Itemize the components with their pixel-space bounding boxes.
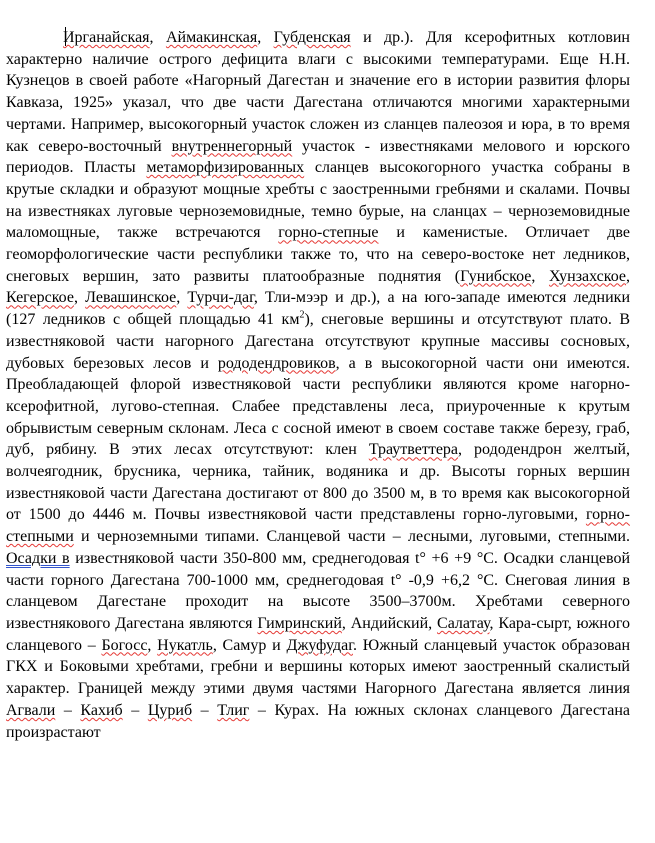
text-run: ,	[531, 267, 549, 285]
text-run: , Тли-мээр и др.), а на юго-западе имеются ледники (127 ледников с общей площадью 41 км	[6, 289, 631, 329]
document-paragraph[interactable]	[6, 27, 630, 743]
spellcheck-flagged-word[interactable]: Цуриб	[147, 701, 193, 719]
text-run: ,	[147, 636, 158, 654]
spellcheck-flagged-word[interactable]: Нукатль	[157, 636, 213, 654]
spellcheck-flagged-word[interactable]: Кегерское	[6, 289, 74, 307]
text-run: и др.). Для ксерофитных котловин характерно наличие острого дефицита влаги с высокими температурами. Еще Н.Н. Кузнецов в своей работе «Нагорный Дагестан и значение его в истории развития флоры Кавказа, 1925» указал, что две части Дагестана отличаются многими характерными чертами. Например, высокогорный участок сложен из сланцев палеозоя и юра, в то время как северо-восточный	[6, 29, 630, 155]
spellcheck-flagged-word[interactable]: Джуфудаг	[286, 636, 353, 654]
text-run: известняковой части 350-800 мм, среднегодовая t° +6 +9 °С. Осадки сланцевой части горного Дагестана 700-1000 мм, среднегодовая t° -0,9 +6,2 °С. Снеговая линия в сланцевом Дагестане проходит на высоте 3500–3700м. Хребтами северного известнякового Дагестана являются	[6, 549, 631, 632]
spellcheck-flagged-word[interactable]: Богосс	[101, 636, 148, 654]
spellcheck-flagged-word[interactable]: внутреннегорный	[171, 137, 293, 155]
text-run: сланцев высокогорного участка собраны в крутые складки и образуют мощные хребты с заостренными гребнями и скалами. Почвы на известняках луговые черноземовидные, темно бурые, на сланцах – черноземовидные маломощные, также встречаются	[6, 159, 631, 242]
spellcheck-flagged-word[interactable]: Турчи-даг	[187, 289, 254, 307]
text-run: , Самур и	[212, 636, 287, 654]
text-run: , а в высокогорной части они имеются. Преобладающей флорой известняковой части республики являются кроме нагорно-ксерофитной, лугово-степная. Слабее представлены леса, приуроченные к крутым обрывистым северным склонам. Леса с сосной имеют в своем составе также березу, граб, дуб, рябину. В этих лесах отсутствуют: клен	[6, 354, 630, 459]
text-run: ), снеговые вершины и отсутствуют плато. В известняковой части нагорного Дагестана отсутствуют крупные массивы сосновых, дубовых березовых лесов и	[6, 311, 631, 372]
grammar-flagged-phrase[interactable]: Осадки в	[6, 549, 70, 567]
spellcheck-flagged-word[interactable]: горно-степными	[6, 506, 630, 546]
text-run: . Южный сланцевый участок образован ГКХ и Боковыми хребтами, гребни и вершины которых имеют заостренный скалистый характер. Границей между этими двумя частями Нагорного Дагестана является линия	[6, 636, 631, 698]
text-run: , рододендрон желтый, волчеягодник, брусника, черника, тайник, водяника и др. Высоты горных вершин известняковой части Дагестана достигают от 800 до 3500 м, в то время как высокогорной от 1500 до 4446 м. Почвы известняковой части представлены горно-луговыми,	[6, 441, 630, 524]
text-run: участок - известняками мелового и юрского периодов. Пласты	[6, 137, 630, 177]
text-run: и черноземными типами. Сланцевой части – лесными, луговыми, степными.	[73, 528, 630, 546]
spellcheck-flagged-word[interactable]: Левашинское	[85, 289, 177, 307]
spellcheck-flagged-word[interactable]: Хунзахское	[548, 267, 627, 285]
spellcheck-flagged-word[interactable]: Гимринский	[257, 614, 342, 632]
text-run: ,	[176, 289, 188, 307]
spellcheck-flagged-word[interactable]: метаморфизированных	[146, 159, 305, 177]
text-run: ,	[73, 289, 86, 307]
spellcheck-flagged-word[interactable]: Гунибское	[460, 267, 532, 285]
text-run: , Кара-сырт, южного сланцевого –	[6, 614, 630, 654]
spellcheck-flagged-word[interactable]: Аймакинская	[165, 29, 258, 46]
spellcheck-flagged-word[interactable]: Салатау	[437, 614, 490, 632]
spellcheck-flagged-word[interactable]: Губденская	[273, 29, 351, 46]
text-run: и каменистые. Отличает две геоморфологические части республики также то, что на северо-востоке нет ледников, снеговых вершин, зато развиты платообразные поднятия (	[6, 224, 630, 285]
text-run: –	[55, 701, 81, 719]
spellcheck-flagged-word[interactable]: Кахиб	[80, 701, 123, 719]
spellcheck-flagged-word[interactable]: рододендровиков	[217, 354, 336, 372]
spellcheck-flagged-word[interactable]: Тлиг	[217, 701, 250, 719]
superscript: 2	[299, 309, 305, 321]
text-run: – Курах. На южных склонах сланцевого Дагестана произрастают	[6, 701, 630, 741]
text-run: ,	[149, 29, 166, 46]
spellcheck-flagged-word[interactable]: Траутветтера	[368, 441, 459, 459]
spellcheck-flagged-word[interactable]: Ирганайская	[63, 29, 150, 46]
spellcheck-flagged-word[interactable]: горно-степные	[278, 224, 379, 242]
text-run: –	[122, 701, 148, 719]
spellcheck-flagged-word[interactable]: Агвали	[6, 701, 56, 719]
text-run: , Андийский,	[341, 614, 438, 632]
text-run: –	[192, 701, 218, 719]
text-run: ,	[257, 29, 274, 46]
text-run: ,	[626, 267, 631, 285]
